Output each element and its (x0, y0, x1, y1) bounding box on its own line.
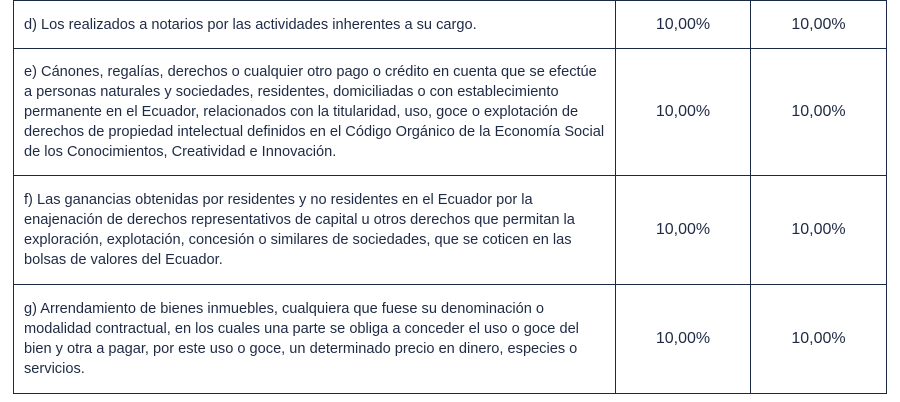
row-rate-2: 10,00% (751, 49, 887, 176)
table-row (14, 285, 887, 394)
table-row (14, 49, 887, 176)
table-row (14, 176, 887, 285)
table-row (14, 1, 887, 49)
row-rate-2: 10,00% (751, 1, 887, 49)
withholding-rates-table (13, 0, 887, 394)
row-description: d) Los realizados a notarios por las actividades inherentes a su cargo. (14, 1, 616, 49)
row-rate-1: 10,00% (616, 285, 751, 394)
row-description: g) Arrendamiento de bienes inmuebles, cualquiera que fuese su denominación o modalidad contractual, en los cuales una parte se obliga a conceder el uso o goce del bien y otra a pagar, por este uso o goce, un determinado precio en dinero, especies o servicios. (14, 285, 616, 394)
withholding-rates-table-container (13, 0, 886, 400)
row-description: e) Cánones, regalías, derechos o cualquier otro pago o crédito en cuenta que se efectúe a personas naturales y sociedades, residentes, domiciliadas o con establecimiento permanente en el Ecuador, relacionados con la titularidad, uso, goce o explotación de derechos de propiedad intelectual definidos en el Código Orgánico de la Economía Social de los Conocimientos, Creatividad e Innovación. (14, 49, 616, 176)
row-rate-2: 10,00% (751, 285, 887, 394)
row-rate-1: 10,00% (616, 1, 751, 49)
row-rate-1: 10,00% (616, 49, 751, 176)
row-rate-1: 10,00% (616, 176, 751, 285)
row-description: f) Las ganancias obtenidas por residentes y no residentes en el Ecuador por la enajenación de derechos representativos de capital u otros derechos que permitan la exploración, explotación, concesión o similares de sociedades, que se coticen en las bolsas de valores del Ecuador. (14, 176, 616, 285)
row-rate-2: 10,00% (751, 176, 887, 285)
